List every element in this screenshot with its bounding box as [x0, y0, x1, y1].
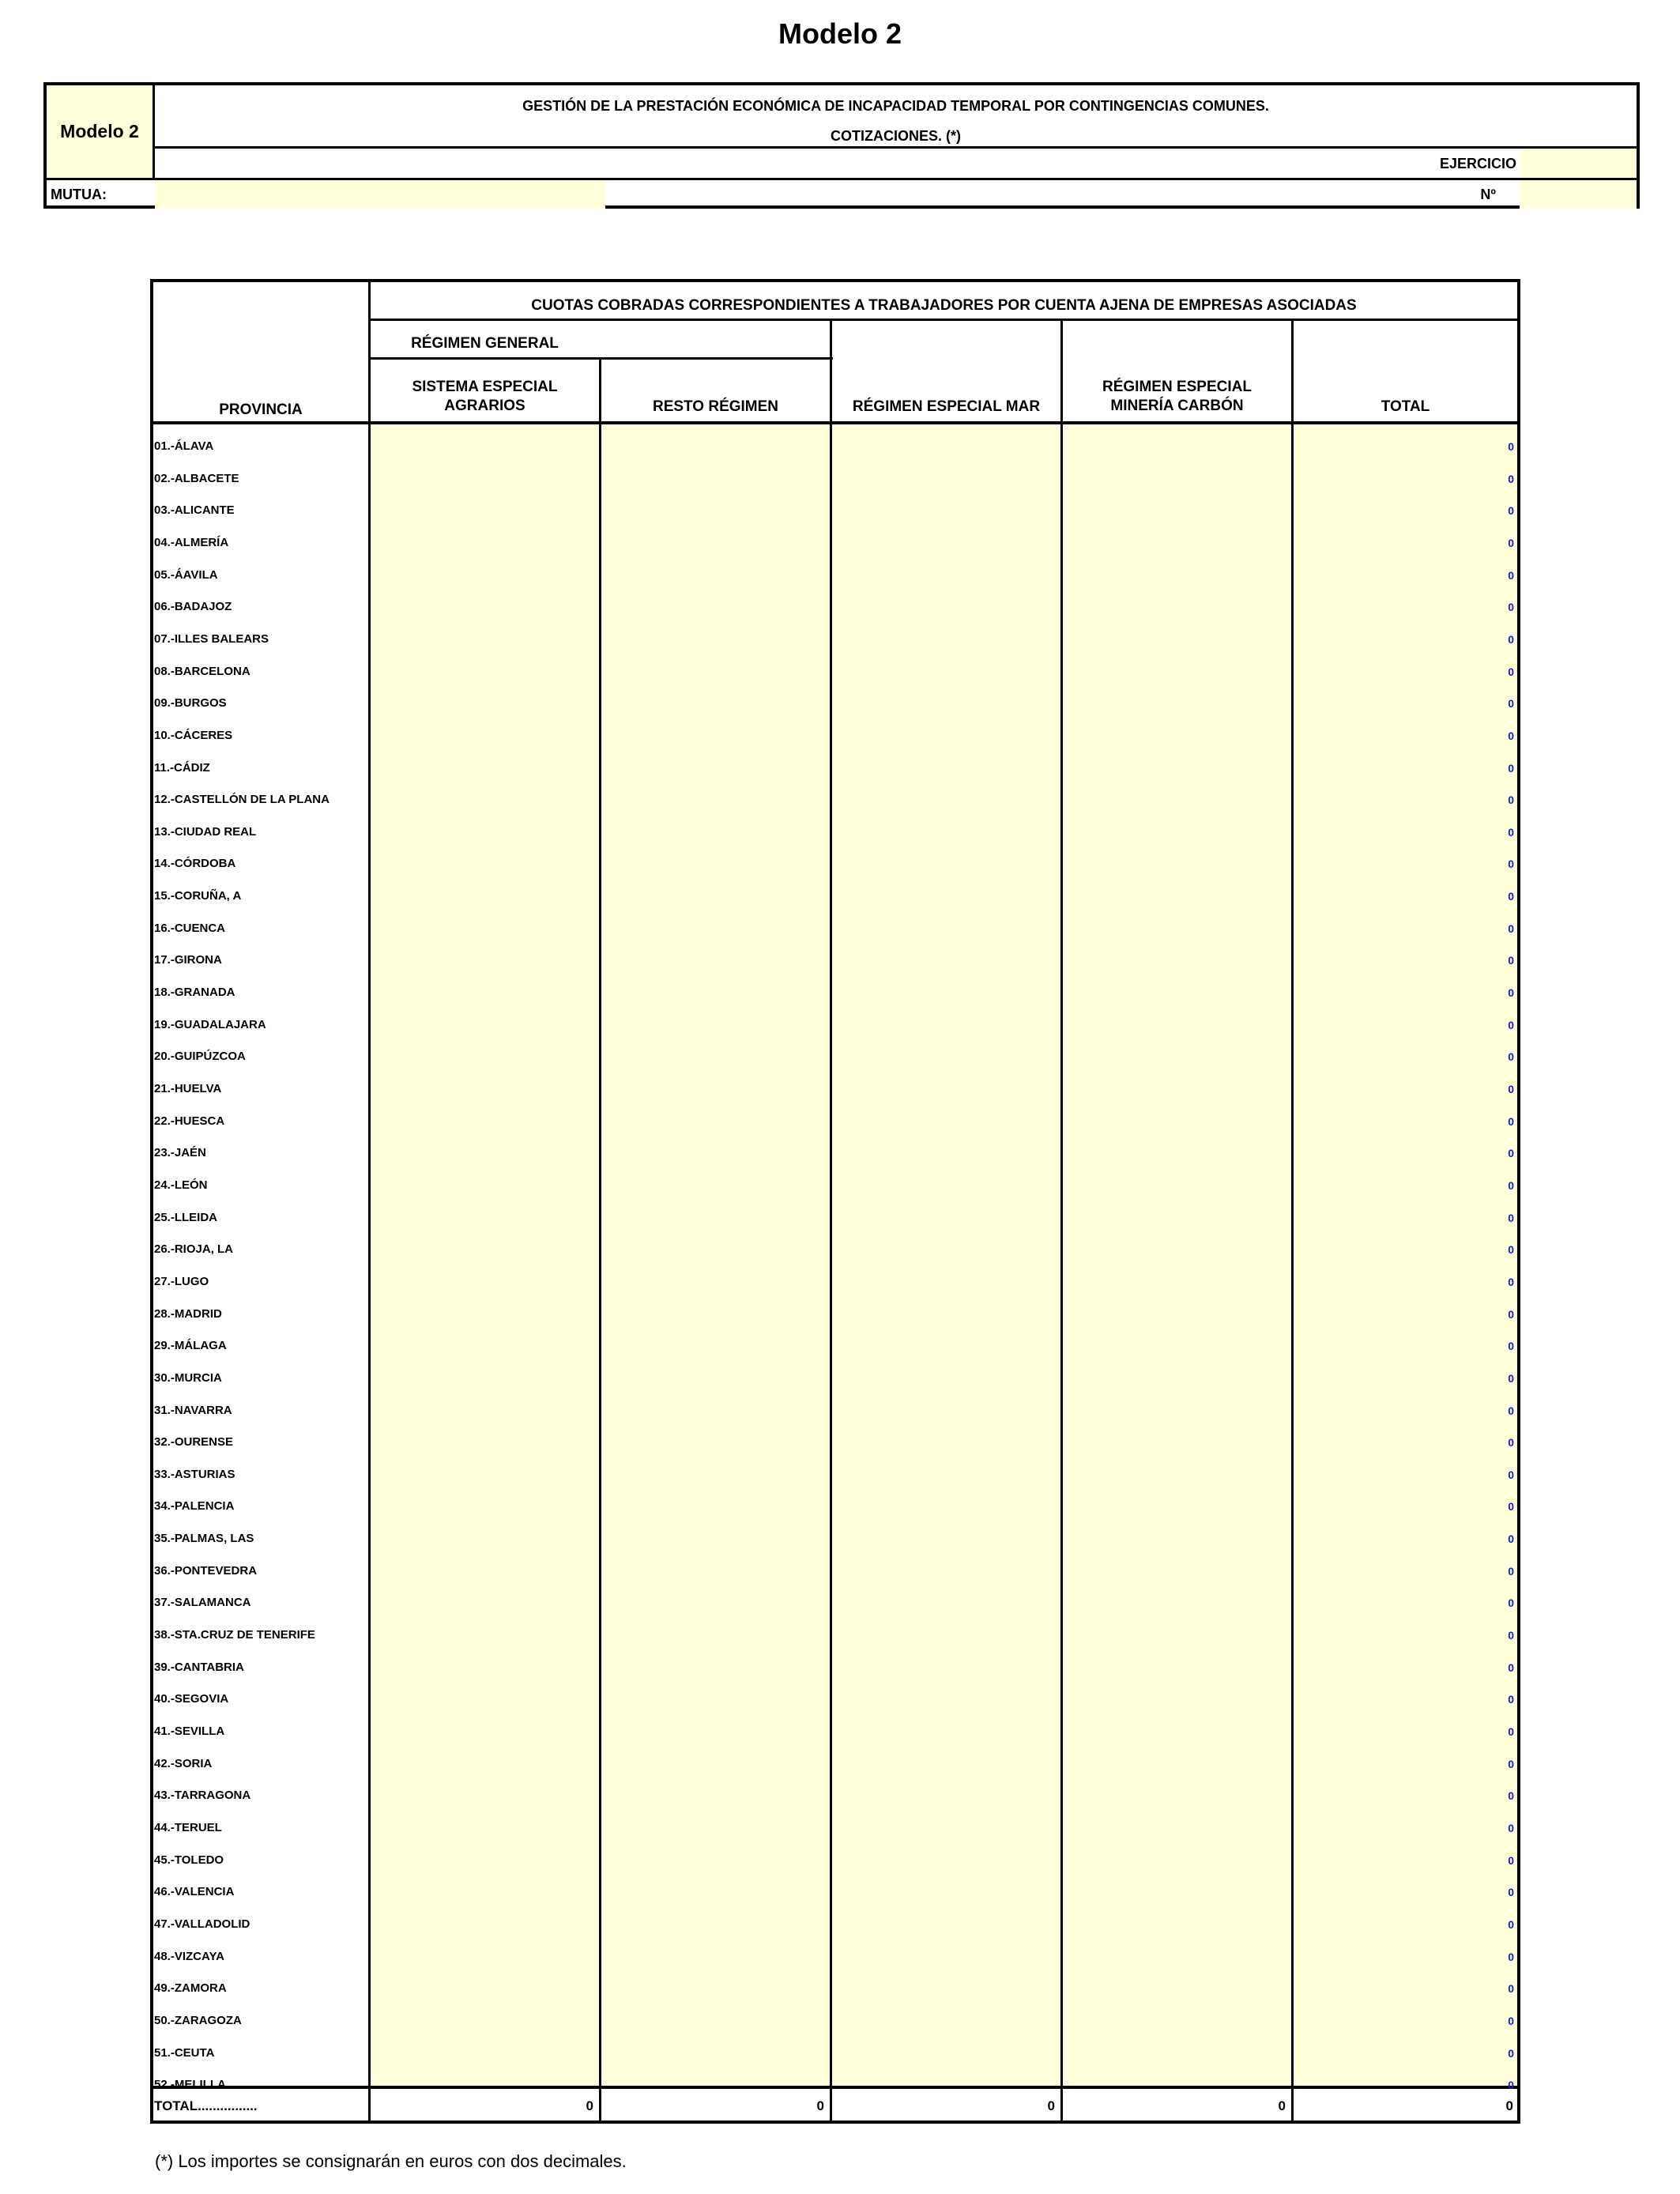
province-total-value: 0	[1508, 1115, 1514, 1128]
province-label: 16.-CUENCA	[154, 922, 226, 935]
province-label: 42.-SORIA	[154, 1757, 213, 1770]
province-total-value: 0	[1508, 1179, 1514, 1192]
ejercicio-label: EJERCICIO	[1439, 156, 1516, 172]
province-label: 30.-MURCIA	[154, 1371, 222, 1385]
mutua-row	[47, 180, 1637, 209]
province-total-value: 0	[1508, 1019, 1514, 1031]
provincia-header: PROVINCIA	[219, 401, 303, 418]
province-total-value: 0	[1508, 1661, 1514, 1674]
total-resto: 0	[816, 2098, 824, 2113]
province-total-value: 0	[1508, 762, 1514, 775]
province-total-value: 0	[1508, 858, 1514, 870]
numero-label: Nº	[1480, 187, 1496, 202]
province-total-value: 0	[1508, 537, 1514, 549]
province-total-value: 0	[1508, 633, 1514, 646]
province-total-value: 0	[1508, 1886, 1514, 1898]
province-total-value: 0	[1508, 1596, 1514, 1609]
province-total-value: 0	[1508, 1693, 1514, 1706]
province-label: 29.-MÁLAGA	[154, 1339, 227, 1352]
province-total-value: 0	[1508, 1308, 1514, 1321]
province-total-value: 0	[1508, 922, 1514, 935]
province-label: 43.-TARRAGONA	[154, 1789, 251, 1802]
province-label: 26.-RIOJA, LA	[154, 1242, 234, 1256]
mineria-header-line2: MINERÍA CARBÓN	[1110, 398, 1244, 414]
province-label: 25.-LLEIDA	[154, 1211, 218, 1224]
province-total-value: 0	[1508, 1982, 1514, 1995]
province-label: 39.-CANTABRIA	[154, 1661, 244, 1674]
province-total-value: 0	[1508, 569, 1514, 582]
province-total-value: 0	[1508, 1212, 1514, 1224]
province-label: 20.-GUIPÚZCOA	[154, 1050, 246, 1063]
province-total-value: 0	[1508, 794, 1514, 806]
province-label: 34.-PALENCIA	[154, 1499, 235, 1513]
province-total-value: 0	[1508, 1404, 1514, 1417]
province-label: 27.-LUGO	[154, 1275, 209, 1288]
province-label: 18.-GRANADA	[154, 986, 235, 999]
province-label: 38.-STA.CRUZ DE TENERIFE	[154, 1628, 315, 1642]
province-total-value: 0	[1508, 1918, 1514, 1931]
province-total-value: 0	[1508, 1822, 1514, 1834]
agrarios-header-line1: SISTEMA ESPECIAL	[412, 379, 558, 395]
province-total-value: 0	[1508, 665, 1514, 678]
province-label: 32.-OURENSE	[154, 1435, 234, 1449]
province-total-value: 0	[1508, 1243, 1514, 1256]
province-label: 40.-SEGOVIA	[154, 1692, 229, 1706]
province-total-value: 0	[1508, 697, 1514, 710]
province-total-value: 0	[1508, 1500, 1514, 1513]
total-mar: 0	[1047, 2098, 1055, 2113]
province-total-value: 0	[1508, 1758, 1514, 1770]
footnote: (*) Los importes se consignarán en euros con dos decimales.	[155, 2151, 627, 2171]
province-total-value: 0	[1508, 2079, 1514, 2091]
ejercicio-row	[155, 149, 1637, 180]
form-title	[155, 85, 1637, 149]
province-total-value: 0	[1508, 1340, 1514, 1352]
province-total-value: 0	[1508, 1532, 1514, 1545]
province-label: 31.-NAVARRA	[154, 1404, 232, 1417]
province-label: 03.-ALICANTE	[154, 503, 235, 517]
mutua-field[interactable]	[155, 180, 605, 209]
province-total-value: 0	[1508, 1372, 1514, 1385]
province-label: 05.-ÁAVILA	[154, 568, 218, 582]
province-label: 09.-BURGOS	[154, 696, 227, 710]
total-mineria: 0	[1278, 2098, 1286, 2113]
province-label: 10.-CÁCERES	[154, 729, 233, 742]
province-total-value: 0	[1508, 1951, 1514, 1963]
province-label: 24.-LEÓN	[154, 1178, 208, 1192]
province-total-value: 0	[1508, 826, 1514, 839]
province-label: 50.-ZARAGOZA	[154, 2014, 242, 2027]
resto-header: RESTO RÉGIMEN	[652, 398, 779, 415]
mineria-header-line1: RÉGIMEN ESPECIAL	[1102, 379, 1252, 395]
main-header: CUOTAS COBRADAS CORRESPONDIENTES A TRABAJADORES POR CUENTA AJENA DE EMPRESAS ASOCIADAS	[531, 297, 1357, 314]
province-total-value: 0	[1508, 890, 1514, 903]
province-total-value: 0	[1508, 440, 1514, 453]
total-header: TOTAL	[1381, 398, 1430, 415]
form-title-line1: GESTIÓN DE LA PRESTACIÓN ECONÓMICA DE INCAPACIDAD TEMPORAL POR CONTINGENCIAS COMUNES.	[522, 98, 1269, 114]
province-total-value: 0	[1508, 2015, 1514, 2027]
province-label: 08.-BARCELONA	[154, 665, 250, 678]
province-total-value: 0	[1508, 1725, 1514, 1738]
province-total-value: 0	[1508, 473, 1514, 485]
province-label: 33.-ASTURIAS	[154, 1468, 235, 1481]
province-total-value: 0	[1508, 1565, 1514, 1578]
province-total-value: 0	[1508, 1468, 1514, 1481]
province-total-value: 0	[1508, 1789, 1514, 1802]
province-label: 23.-JAÉN	[154, 1146, 206, 1159]
province-label: 46.-VALENCIA	[154, 1885, 235, 1898]
total-total: 0	[1505, 2098, 1513, 2113]
province-label: 15.-CORUÑA, A	[154, 889, 242, 903]
province-total-value: 0	[1508, 729, 1514, 742]
province-label: 21.-HUELVA	[154, 1082, 222, 1095]
province-label: 45.-TOLEDO	[154, 1853, 224, 1867]
province-label: 41.-SEVILLA	[154, 1725, 225, 1738]
province-label: 35.-PALMAS, LAS	[154, 1532, 254, 1545]
total-agrarios: 0	[586, 2098, 593, 2113]
province-label: 13.-CIUDAD REAL	[154, 825, 257, 839]
province-total-value: 0	[1508, 1050, 1514, 1063]
province-label: 14.-CÓRDOBA	[154, 857, 236, 870]
total-row-line	[150, 2086, 1520, 2089]
mutua-label: MUTUA:	[51, 187, 107, 202]
province-total-value: 0	[1508, 1629, 1514, 1642]
province-label: 11.-CÁDIZ	[154, 761, 210, 775]
province-total-value: 0	[1508, 1276, 1514, 1288]
province-label: 37.-SALAMANCA	[154, 1596, 251, 1609]
numero-field[interactable]	[1520, 180, 1637, 209]
province-label: 22.-HUESCA	[154, 1114, 225, 1128]
province-label: 36.-PONTEVEDRA	[154, 1564, 258, 1578]
table-border-bottom	[150, 2120, 1520, 2124]
province-total-value: 0	[1508, 986, 1514, 999]
province-rows	[150, 279, 1517, 2091]
province-total-value: 0	[1508, 1147, 1514, 1159]
modelo-label: Modelo 2	[47, 85, 155, 180]
province-label: 17.-GIRONA	[154, 953, 222, 967]
province-label: 19.-GUADALAJARA	[154, 1018, 266, 1031]
province-label: 44.-TERUEL	[154, 1821, 222, 1834]
ejercicio-field[interactable]	[1520, 149, 1637, 178]
province-label: 47.-VALLADOLID	[154, 1917, 250, 1931]
province-label: 28.-MADRID	[154, 1307, 222, 1321]
province-total-value: 0	[1508, 601, 1514, 613]
agrarios-header-line2: AGRARIOS	[444, 398, 525, 414]
province-label: 48.-VIZCAYA	[154, 1950, 224, 1963]
mar-header: RÉGIMEN ESPECIAL MAR	[852, 398, 1041, 415]
table-border-right	[1517, 279, 1520, 2124]
province-label: 02.-ALBACETE	[154, 472, 239, 485]
province-total-value: 0	[1508, 504, 1514, 517]
province-total-value: 0	[1508, 2047, 1514, 2060]
province-total-value: 0	[1508, 1083, 1514, 1095]
province-label: 52.-MELILLA	[154, 2078, 226, 2091]
province-label: 06.-BADAJOZ	[154, 600, 232, 613]
province-label: 49.-ZAMORA	[154, 1981, 227, 1995]
province-label: 51.-CEUTA	[154, 2046, 215, 2060]
province-total-value: 0	[1508, 1436, 1514, 1449]
total-row-label: TOTAL................	[154, 2098, 258, 2113]
province-label: 07.-ILLES BALEARS	[154, 632, 269, 646]
page-title: Modelo 2	[778, 17, 902, 50]
province-total-value: 0	[1508, 1854, 1514, 1867]
province-total-value: 0	[1508, 954, 1514, 967]
header-box	[43, 82, 1640, 209]
regimen-general-header: RÉGIMEN GENERAL	[411, 335, 559, 352]
province-label: 04.-ALMERÍA	[154, 536, 229, 549]
province-label: 01.-ÁLAVA	[154, 439, 214, 453]
form-title-line2: COTIZACIONES. (*)	[831, 128, 961, 144]
province-label: 12.-CASTELLÓN DE LA PLANA	[154, 793, 330, 806]
cotizaciones-table	[150, 279, 1520, 2124]
